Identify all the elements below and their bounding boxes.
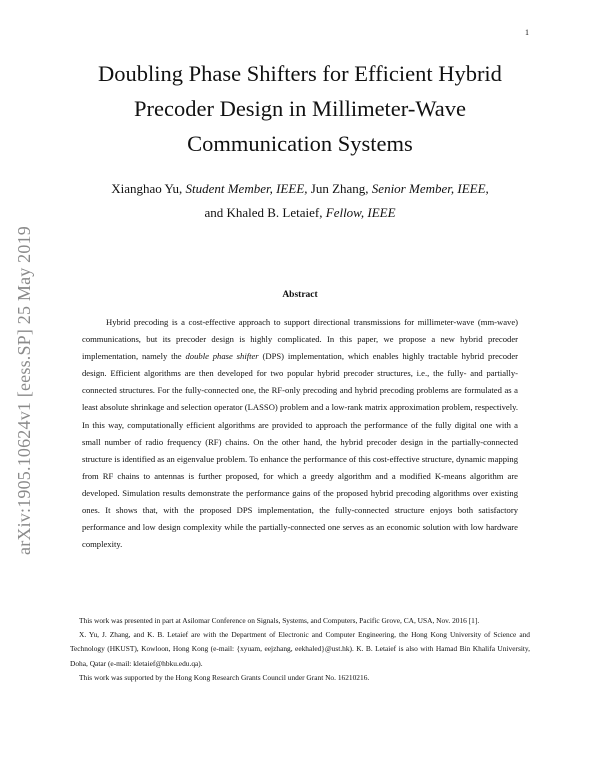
author-name: and Khaled B. Letaief,	[204, 205, 323, 220]
footnote-support: This work was supported by the Hong Kong Research Grants Council under Grant No. 16210216.	[79, 672, 370, 682]
author-membership: Senior Member, IEEE,	[371, 181, 489, 196]
author-name: Xianghao Yu,	[111, 181, 183, 196]
abstract-text-part-1: Hybrid precoding is a cost-effective approach to support directional transmissions for millimeter-wave (mm-wave) communications, but its precoder design is highly complicated. In this paper, we propose a new hybrid precoder implementation, namely the	[82, 317, 518, 362]
title-line-1: Doubling Phase Shifters for Efficient Hybrid	[98, 61, 502, 86]
abstract-emphasis: double phase shifter	[185, 351, 259, 362]
author-name: Jun Zhang,	[310, 181, 369, 196]
title-line-2: Precoder Design in Millimeter-Wave	[133, 96, 466, 121]
abstract-body	[82, 314, 518, 553]
author-line-2	[70, 201, 530, 225]
abstract-text-part-2: (DPS) implementation, which enables highly tractable hybrid precoder design. Efficient algorithms are then developed for two popular hybrid precoder structures, i.e., the fully- and partially-connected structures. For the fully-connected one, the RF-only precoding and hybrid precoding problems are formulated as a least absolute shrinkage and selection operator (LASSO) problem and a low-rank matrix approximation problem, respectively. In this way, computationally efficient algorithms are provided to approach the performance of the fully digital one with a small number of radio frequency (RF) chains. On the other hand, the hybrid precoder design in the partially-connected structure is identified as an eigenvalue problem. To enhance the performance of this cost-effective structure, dynamic mapping from RF chains to antennas is further proposed, for which a greedy algorithm and a modified K-means algorithm are developed. Simulation results demonstrate the performance gains of the proposed hybrid precoding algorithms over existing ones. It shows that, with the proposed DPS implementation, the fully-connected structure enjoys both satisfactory performance and low design complexity while the partially-connected one serves as an economic solution with low hardware complexity.	[82, 351, 519, 550]
page-number: 1	[525, 28, 529, 37]
arxiv-stamp[interactable]	[8, 200, 40, 580]
footnote-affiliation: X. Yu, J. Zhang, and K. B. Letaief are with the Department of Electronic and Computer Engineering, the Hong Kong University of Science and Technology (HKUST), Kowloon, Hong Kong (e-mail: {xyuam, eejzhang, eekhaled}@ust.hk). K. B. Letaief is also with Hamad Bin Khalifa University, Doha, Qatar (e-mail: kletaief@hbku.edu.qa).	[70, 630, 530, 668]
title-line-3: Communication Systems	[187, 131, 413, 156]
author-membership: Student Member, IEEE,	[185, 181, 308, 196]
abstract-heading: Abstract	[282, 290, 318, 300]
paper-title	[70, 56, 530, 161]
footnotes	[70, 614, 530, 685]
author-list	[70, 177, 530, 225]
arxiv-identifier: arXiv:1905.10624v1 [eess.SP] 25 May 2019	[13, 225, 34, 555]
author-line-1	[70, 177, 530, 201]
footnote-presented: This work was presented in part at Asilomar Conference on Signals, Systems, and Computers, Pacific Grove, CA, USA, Nov. 2016 [1].	[79, 616, 480, 625]
author-membership: Fellow, IEEE	[325, 205, 396, 220]
